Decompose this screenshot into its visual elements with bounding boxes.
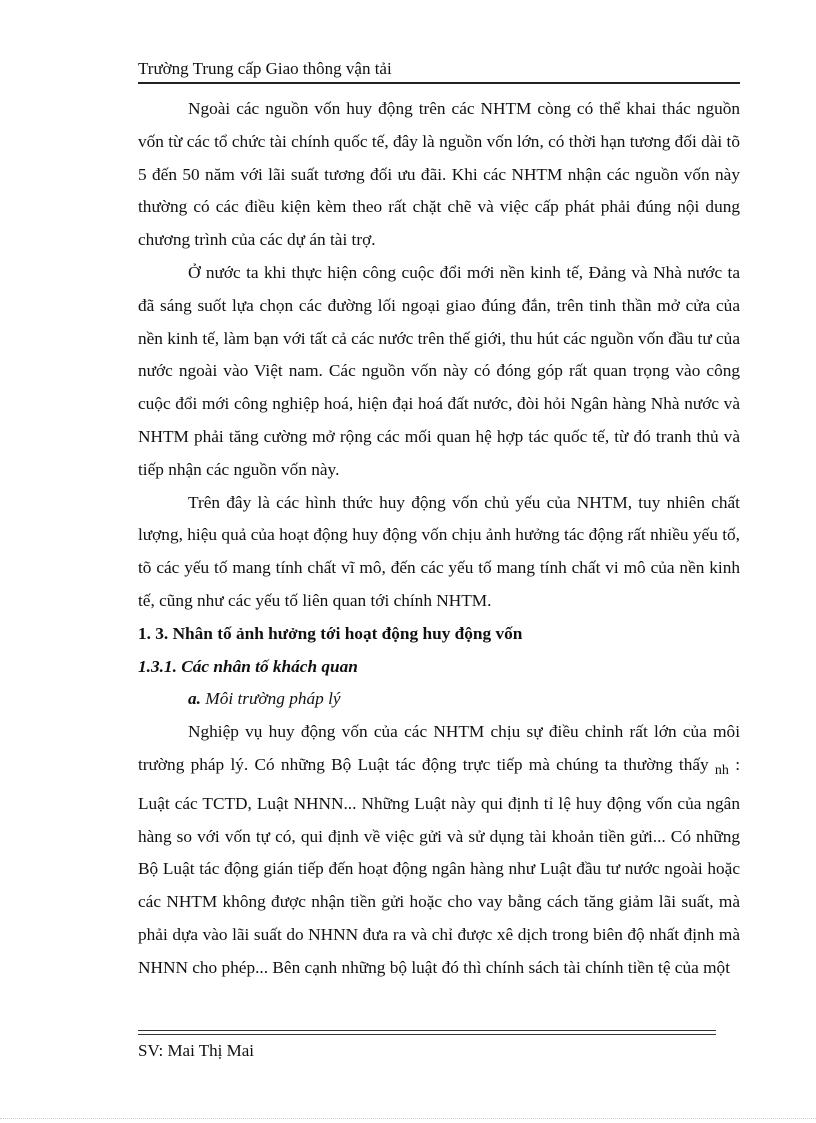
document-body bbox=[138, 93, 740, 985]
page-footer: SV: Mai Thị Mai bbox=[138, 1041, 255, 1060]
legal-text-start: Nghiệp vụ huy động vốn của các NHTM chịu sự điều chỉnh rất lớn của môi trường pháp lý. Có những Bộ Luật tác động trực tiếp mà chúng ta thường thấy bbox=[138, 722, 740, 774]
header-divider bbox=[138, 82, 740, 84]
legal-text-end: : Luật các TCTD, Luật NHNN... Những Luật này qui định tỉ lệ huy động vốn của ngân hàng so với vốn tự có, qui định về việc gửi và sử dụng tài khoản tiền gửi... Có những Bộ Luật tác động gián tiếp đến hoạt động ngân hàng như Luật đầu tư nước ngoài hoặc các NHTM không được nhận tiền gửi hoặc cho vay bằng cách tăng giảm lãi suất, mà phải dựa vào lãi suất do NHNN đưa ra và chỉ được xê dịch trong biên độ nhất định mà NHNN cho phép... Bên cạnh những bộ luật đó thì chính sách tài chính tiền tệ của một bbox=[138, 754, 740, 977]
paragraph-vietnam-policy: Ở nước ta khi thực hiện công cuộc đổi mới nền kinh tế, Đảng và Nhà nước ta đã sáng suốt lựa chọn các đường lối ngoại giao đúng đắn, trên tinh thần mở cửa của nền kinh tế, làm bạn với tất cả các nước trên thế giới, thu hút các nguồn vốn đầu tư của nước ngoài vào Việt nam. Các nguồn vốn này có đóng góp rất quan trọng vào công cuộc đổi mới công nghiệp hoá, hiện đại hoá đất nước, đòi hỏi Ngân hàng Nhà nước và NHTM phải tăng cường mở rộng các mối quan hệ hợp tác quốc tế, từ đó tranh thủ và tiếp nhận các nguồn vốn này. bbox=[138, 262, 740, 479]
item-heading-letter: a. bbox=[188, 689, 201, 709]
footer-divider bbox=[138, 1030, 716, 1035]
subsection-heading: 1.3.1. Các nhân tố khách quan bbox=[138, 656, 358, 676]
paragraph-legal-environment bbox=[138, 716, 740, 984]
paragraph-summary: Trên đây là các hình thức huy động vốn chủ yếu của NHTM, tuy nhiên chất lượng, hiệu quả của hoạt động huy động vốn chịu ảnh hưởng tác động rất nhiều yếu tố, tõ các yếu tố mang tính chất vĩ mô, đến các yếu tố mang tính chất vi mô của nền kinh tế, cũng như các yếu tố liên quan tới chính NHTM. bbox=[138, 492, 740, 610]
paragraph-international-funds: Ngoài các nguồn vốn huy động trên các NHTM còng có thể khai thác nguồn vốn từ các tổ chức tài chính quốc tế, đây là nguồn vốn lớn, có thời hạn tương đối dài tõ 5 đến 50 năm với lãi suất tương đối ưu đãi. Khi các NHTM nhận các nguồn vốn này thường có các điều kiện kèm theo rất chặt chẽ và việc cấp phát phải đúng nội dung chương trình của các dự án tài trợ. bbox=[138, 99, 740, 250]
legal-text-subscript: nh bbox=[714, 762, 729, 778]
item-heading bbox=[138, 683, 740, 716]
page-bottom-edge bbox=[0, 1118, 816, 1119]
page-header: Trường Trung cấp Giao thông vận tải bbox=[138, 59, 392, 78]
section-heading: 1. 3. Nhân tố ảnh hưởng tới hoạt động huy động vốn bbox=[138, 623, 523, 643]
item-heading-title: Môi trường pháp lý bbox=[205, 689, 341, 709]
